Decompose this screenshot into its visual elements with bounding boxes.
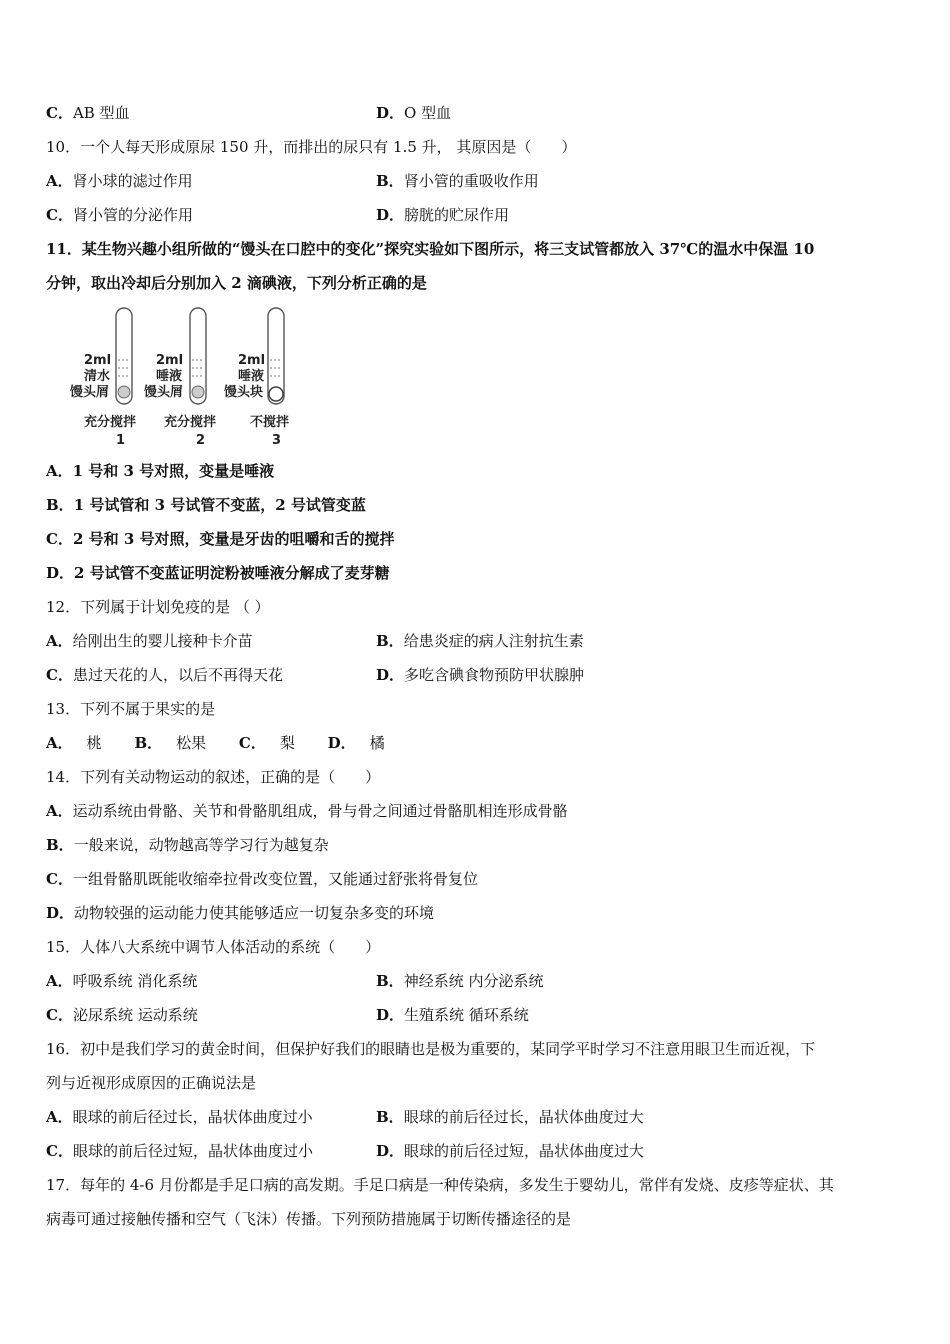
tube-1-action: 充分搅拌 [84,415,137,430]
q11-option-b: B．1 号试管和 3 号试管不变蓝，2 号试管变蓝 [46,496,366,514]
tube-1-solid: 馒头屑 [70,385,110,400]
q10-option-c: C．肾小管的分泌作用 [46,206,193,224]
q11-stem-line-2: 分钟，取出冷却后分别加入 2 滴碘液，下列分析正确的是 [46,274,427,292]
q13-option-b: B． 松果 [134,734,207,752]
q12-option-a: A．给刚出生的婴儿接种卡介苗 [46,632,253,650]
q14-option-a: A．运动系统由骨骼、关节和骨骼肌组成，骨与骨之间通过骨骼肌相连形成骨骼 [46,802,568,820]
q16-option-d: D．眼球的前后径过短，晶状体曲度过大 [376,1142,645,1160]
q16-options-row-2 [46,1134,908,1168]
q10-options-row-1 [46,164,908,198]
test-tubes-diagram [56,304,316,454]
tube-2 [144,308,216,448]
q14-option-b: B．一般来说，动物越高等学习行为越复杂 [46,836,329,854]
q9-options-row [46,96,908,130]
q13-stem: 13．下列不属于果实的是 [46,700,216,718]
q12-options-row-2 [46,658,908,692]
exam-page [46,96,908,1236]
q12-option-c: C．患过天花的人，以后不再得天花 [46,666,283,684]
tube-3-action: 不搅拌 [250,415,290,430]
q15-option-d: D．生殖系统 循环系统 [376,1006,529,1024]
tube-1-volume: 2ml [84,353,112,368]
q15-stem: 15．人体八大系统中调节人体活动的系统（ ） [46,938,381,956]
q13-option-d: D． 橘 [327,734,385,752]
tube-2-number: 2 [196,433,206,448]
q11-option-a: A．1 号和 3 号对照，变量是唾液 [46,462,275,480]
q9-option-d: D．O 型血 [376,104,452,122]
q12-option-b: B．给患炎症的病人注射抗生素 [376,632,584,650]
tube-2-solid: 馒头屑 [144,385,184,400]
q17-stem-line-1: 17．每年的 4-6 月份都是手足口病的高发期。手足口病是一种传染病，多发生于婴幼儿，常伴有发烧、皮疹等症状、其 [46,1176,834,1194]
q10-option-a: A．肾小球的滤过作用 [46,172,193,190]
q13-options-row [46,726,908,760]
q15-options-row-1 [46,964,908,998]
tube-1-liquid: 清水 [84,369,111,384]
q10-option-d: D．膀胱的贮尿作用 [376,206,510,224]
q11-stem-line-1: 11．某生物兴趣小组所做的“馒头在口腔中的变化”探究实验如下图所示，将三支试管都放入 37℃的温水中保温 10 [46,240,815,258]
q16-option-a: A．眼球的前后径过长，晶状体曲度过小 [46,1108,313,1126]
q16-stem-line-1: 16．初中是我们学习的黄金时间，但保护好我们的眼睛也是极为重要的，某同学平时学习不注意用眼卫生而近视，下 [46,1040,816,1058]
q15-option-b: B．神经系统 内分泌系统 [376,972,544,990]
tube-1 [70,308,136,448]
tube-2-action: 充分搅拌 [164,415,217,430]
q11-test-tube-figure [46,300,908,454]
q13-option-c: C． 梨 [238,734,295,752]
q17-stem-line-2: 病毒可通过接触传播和空气（飞沫）传播。下列预防措施属于切断传播途径的是 [46,1210,572,1228]
q11-option-d: D．2 号试管不变蓝证明淀粉被唾液分解成了麦芽糖 [46,564,390,582]
q12-option-d: D．多吃含碘食物预防甲状腺肿 [376,666,585,684]
q13-option-a: A． 桃 [46,734,102,752]
tube-2-liquid: 唾液 [156,369,183,384]
tube-2-volume: 2ml [156,353,184,368]
q12-stem: 12．下列属于计划免疫的是 （ ） [46,598,270,616]
q15-option-c: C．泌尿系统 运动系统 [46,1006,198,1024]
q14-option-c: C．一组骨骼肌既能收缩牵拉骨改变位置，又能通过舒张将骨复位 [46,870,478,888]
q16-options-row-1 [46,1100,908,1134]
q16-stem-line-2: 列与近视形成原因的正确说法是 [46,1074,257,1092]
q12-options-row-1 [46,624,908,658]
tube-3-liquid: 唾液 [238,369,265,384]
tube-3-solid: 馒头块 [224,385,264,400]
q10-stem: 10．一个人每天形成原尿 150 升，而排出的尿只有 1.5 升， 其原因是（ ） [46,138,577,156]
tube-1-number: 1 [116,433,126,448]
tube-3-volume: 2ml [238,353,266,368]
q16-option-c: C．眼球的前后径过短，晶状体曲度过小 [46,1142,313,1160]
q14-option-d: D．动物较强的运动能力使其能够适应一切复杂多变的环境 [46,904,435,922]
q16-option-b: B．眼球的前后径过长，晶状体曲度过大 [376,1108,644,1126]
q15-options-row-2 [46,998,908,1032]
q10-option-b: B．肾小管的重吸收作用 [376,172,539,190]
q10-options-row-2 [46,198,908,232]
tube-3 [224,308,289,448]
q11-option-c: C．2 号和 3 号对照，变量是牙齿的咀嚼和舌的搅拌 [46,530,395,548]
q14-stem: 14．下列有关动物运动的叙述，正确的是（ ） [46,768,381,786]
tube-3-number: 3 [272,433,282,448]
q9-option-c: C．AB 型血 [46,104,130,122]
q15-option-a: A．呼吸系统 消化系统 [46,972,198,990]
